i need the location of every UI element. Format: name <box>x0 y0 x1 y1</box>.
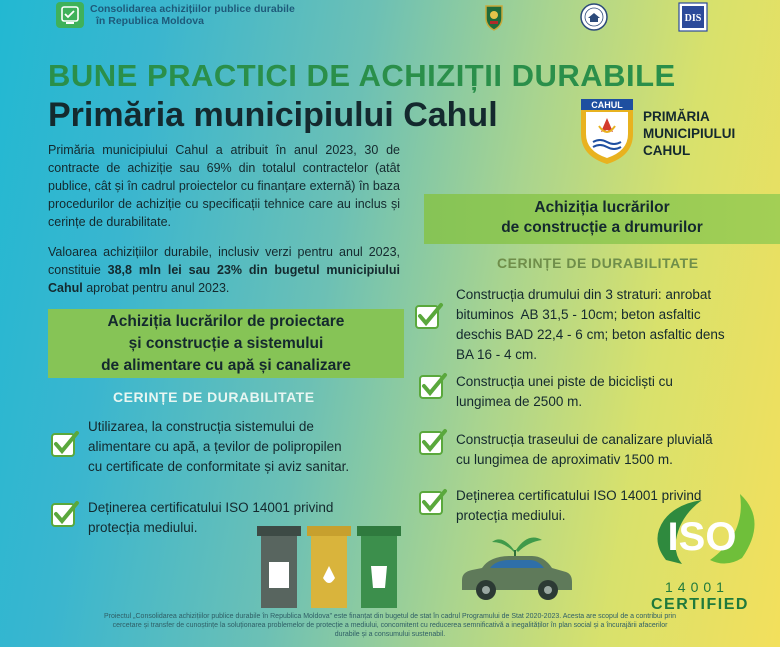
intro-paragraph-2 <box>48 243 400 297</box>
cahul-logo-text: CAHUL <box>591 100 623 110</box>
checkmark-icon <box>50 500 80 530</box>
intro-paragraph-2-end: aprobat pentru anul 2023. <box>82 281 230 295</box>
cahul-name-line3: CAHUL <box>643 143 691 158</box>
left-req1-line1: Utilizarea, la construcția sistemului de <box>88 419 314 434</box>
right-req4-line1: Deținerea certificatului ISO 14001 privind <box>456 488 702 503</box>
roads-section-title <box>424 194 780 244</box>
checkmark-icon <box>418 488 448 518</box>
intro-paragraph-1: Primăria municipiului Cahul a atribuit în anul 2023, 30 de contracte de achiziție sau 69% din totalul contractelor (atât publice, cât și în cadrul proiectelor cu finanțare externă) în baza procedurilor de achiziție cu specificații tehnice care au inclus și cerințe de durabilitate. <box>48 143 400 229</box>
right-req4-line2: protecția mediului. <box>456 508 566 523</box>
recycling-bins-illustration <box>255 520 415 610</box>
right-req3-line1: Construcția traseului de canalizare pluvială <box>456 432 713 447</box>
subtitle: Primăria municipiului Cahul <box>48 96 498 134</box>
left-requirement-1 <box>88 417 349 477</box>
project-name <box>90 3 295 27</box>
iso-label: ISO <box>667 515 737 559</box>
checkmark-icon <box>418 372 448 402</box>
checkmark-icon <box>418 428 448 458</box>
footer-line1: Proiectul „Consolidarea achizițiilor publice durabile în Republica Moldova” este finanțat din bugetul de stat în cadrul Programului de Stat 2020-2023. Acesta are scopul de a contribui prin <box>103 613 676 620</box>
dis-logo-icon <box>678 2 708 32</box>
right-req3-line2: cu lungimea de aproximativ 1500 m. <box>456 452 673 467</box>
left-requirements-heading: CERINȚE DE DURABILITATE <box>113 389 315 405</box>
left-req2-line2: protecția mediului. <box>88 520 198 535</box>
header-bar <box>0 0 780 36</box>
project-logo-icon <box>56 2 84 28</box>
roads-box-line1: Achiziția lucrărilor <box>534 199 670 216</box>
roads-box-line2: de construcție a drumurilor <box>501 219 703 236</box>
water-box-line3: de alimentare cu apă și canalizare <box>101 357 351 374</box>
cahul-name-line2: MUNICIPIULUI <box>643 126 736 141</box>
left-req2-line1: Deținerea certificatului ISO 14001 privind <box>88 500 334 515</box>
right-requirement-1 <box>456 285 725 365</box>
dis-logo-label: DIS <box>684 13 702 24</box>
water-box-line2: și construcție a sistemului <box>128 335 324 352</box>
state-emblem-icon <box>480 2 508 32</box>
checkmark-icon <box>414 302 444 332</box>
intro-paragraph-2-bold: 38,8 mln lei sau 23% din bugetul municipiului Cahul <box>48 263 400 295</box>
water-box-line1: Achiziția lucrărilor de proiectare <box>107 313 345 330</box>
main-title: BUNE PRACTICI DE ACHIZIȚII DURABILE <box>48 58 676 93</box>
project-name-line1: Consolidarea achizițiilor publice durabile <box>90 3 295 15</box>
right-requirements-heading: CERINȚE DE DURABILITATE <box>497 255 699 271</box>
water-sewage-section-title <box>48 309 404 378</box>
checkmark-icon <box>50 430 80 460</box>
footer-note <box>20 612 760 639</box>
right-req2-line2: lungimea de 2500 m. <box>456 394 583 409</box>
right-requirement-2 <box>456 372 673 412</box>
cahul-coat-of-arms-icon <box>577 96 637 166</box>
left-req1-line2: alimentare cu apă, a țevilor de polipropilen <box>88 439 342 454</box>
intro-paragraph-2-start: Valoarea achizițiilor durabile, inclusiv verzi pentru anul 2023, constituie <box>48 245 400 277</box>
right-req2-line1: Construcția unei piste de bicicliști cu <box>456 374 673 389</box>
right-req1-line2: bituminos AB 31,5 - 10cm; beton asfaltic <box>456 307 701 322</box>
left-req1-line3: cu certificate de conformitate și aviz sanitar. <box>88 459 350 474</box>
iso-certified-label: CERTIFIED <box>651 596 749 613</box>
right-req1-line1: Construcția drumului din 3 straturi: anrobat <box>456 287 712 302</box>
right-req1-line3: deschis BAD 22,4 - 6 cm; beton asfaltic dens <box>456 327 725 342</box>
eco-car-illustration <box>458 528 578 608</box>
footer-line2: cercetare și transfer de cunoștințe la soluționarea problemelor de protecție a mediului, concomitent cu reducerea semnificativă a inegalităților în plan social și a încurajării afacerilor <box>112 622 668 629</box>
project-name-line2: în Republica Moldova <box>96 15 204 27</box>
university-seal-icon <box>578 2 610 32</box>
iso-number: 14001 <box>665 579 729 595</box>
cahul-name-line1: PRIMĂRIA <box>643 109 710 124</box>
footer-line3: durabile și a consumului sustenabil. <box>334 631 446 638</box>
right-requirement-3 <box>456 430 713 470</box>
right-req1-line4: BA 16 - 4 cm. <box>456 347 538 362</box>
cahul-mayor-office-name <box>643 108 735 159</box>
